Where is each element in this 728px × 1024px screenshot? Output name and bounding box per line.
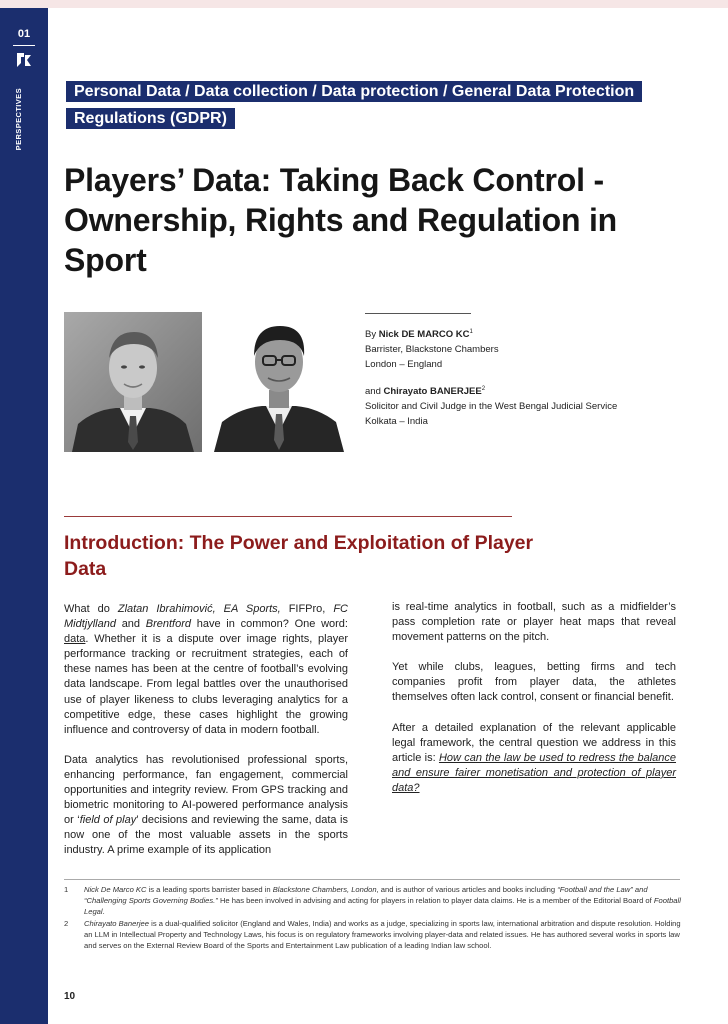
publication-logo-icon [15, 52, 33, 68]
page-number: 10 [64, 991, 76, 1002]
section-heading: Introduction: The Power and Exploitation of Player Data [64, 532, 534, 580]
author-photo-chirayato-banerjee [210, 312, 348, 452]
author-1-name: Nick DE MARCO KC [378, 329, 470, 341]
article-title: Players’ Data: Taking Back Control - Ownership, Rights and Regulation in Sport [64, 162, 618, 278]
author-2-note: 2 [481, 386, 486, 393]
body-column-right [392, 600, 676, 811]
section-number: 01 [17, 28, 31, 40]
central-question: How can the law be used to redress the balance and ensure fairer monetisation and protection of player data? [392, 751, 677, 794]
author-2-location: Kolkata – India [365, 416, 428, 428]
footnote-rule [64, 879, 680, 880]
paragraph-4: Yet while clubs, leagues, betting firms and tech companies profit from player data, the athletes themselves often lack control, consent or financial benefit. [392, 661, 676, 704]
author-2-line: and Chirayato BANERJEE$^2$ [365, 386, 486, 398]
author-2-role: Solicitor and Civil Judge in the West Bengal Judicial Service [365, 401, 618, 413]
paragraph-1: What do Zlatan Ibrahimović, EA Sports, FIFPro, FC Midtjylland and Brentford have in common? One word: data. Whether it is a dispute over image rights, player performance tracking or recruitment strategies, each of these names has been at the centre of football’s evolving data landscape. From legal battles over the unauthorised use of player likeness to clubs leveraging analytics for a competitive edge, these cases highlight the growing influence and controversy of data in modern football. [64, 603, 348, 736]
footnotes [64, 884, 684, 952]
author-photo-nick-de-marco [64, 312, 202, 452]
byline [365, 325, 685, 429]
author-2-name: Chirayato BANERJEE [383, 386, 482, 398]
author-1-line: By Nick DE MARCO $KC^1$ [365, 329, 473, 341]
footnote-2: 2 Chirayato Banerjee is a dual-qualified solicitor (England and Wales, India) and works as a judge, specializing in sports law, international arbitration and dispute resolution. Holding an LLM in Intellectual Property and Technology Laws, his focus is on regulatory frameworks involving player-data and related issues. He has authored several works in sports law and serves on the External Review Board of the Sports and Entertainment Law publication of a leading Indian law school. [64, 919, 681, 950]
body-column-left [64, 602, 348, 874]
section-number-rule [13, 45, 35, 46]
section-rule [64, 516, 512, 517]
byline-rule [365, 313, 471, 314]
paragraph-5: After a detailed explanation of the relevant applicable legal framework, the central question we address in this article is: How can the law be used to redress the balance and ensure fairer monetisation and protection of player data? [392, 721, 677, 794]
section-label: PERSPECTIVES [14, 88, 23, 151]
paragraph-3: is real-time analytics in football, such as a midfielder’s pass completion rate or player heat maps that reveal movement patterns on the pitch. [392, 601, 676, 644]
author-1-location: London – England [365, 359, 443, 371]
top-strip [0, 0, 728, 8]
topic-tags [66, 78, 646, 132]
sidebar [0, 8, 48, 1024]
footnote-1: 1 Nick De Marco KC is a leading sports barrister based in Blackstone Chambers, London, and is author of various articles and books including “Football and the Law” and “Challenging Sports Governing Bodies.” He has been involved in advising and acting for players in relation to player data claims. He is a member of the Editorial Board of Football Legal. [64, 885, 681, 916]
topic-tags-text: Personal Data / Data collection / Data protection / General Data Protection Regulations (GDPR) [66, 81, 642, 129]
author-1-note: 1 [469, 329, 473, 335]
author-1-role: Barrister, Blackstone Chambers [365, 344, 499, 356]
paragraph-2: Data analytics has revolutionised professional sports, enhancing performance, fan engagement, commercial opportunities and integrity review. From GPS tracking and biometric monitoring to AI-powered performance analysis or ‘field of play’ decisions and reviewing the same, data is now one of the most valuable assets in the sports industry. A prime example of its application [64, 753, 348, 857]
